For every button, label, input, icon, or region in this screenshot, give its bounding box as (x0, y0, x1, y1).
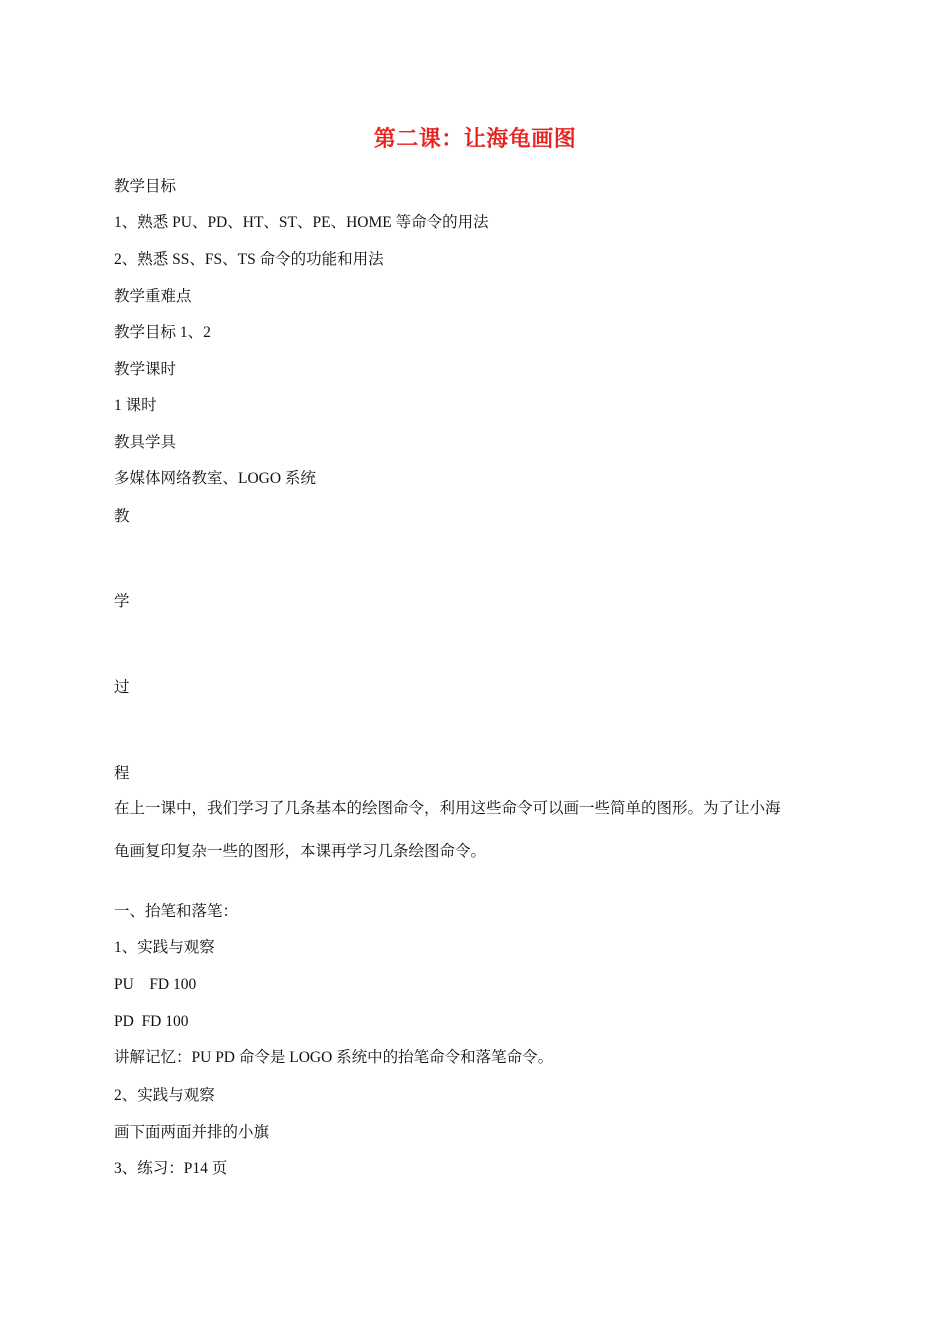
lesson-title: 第二课：让海龟画图 (373, 126, 577, 151)
goal-item-1: 1、熟悉 PU、PD、HT、ST、PE、HOME 等命令的用法 (114, 214, 489, 231)
practice-heading-1: 1、实践与观察 (114, 939, 215, 956)
heading-teaching-aids: 教具学具 (114, 434, 177, 451)
process-char-4: 程 (114, 765, 130, 782)
key-points-text: 教学目标 1、2 (114, 324, 211, 341)
process-char-2: 学 (114, 593, 130, 610)
explanation-text: 讲解记忆：PU PD 命令是 LOGO 系统中的抬笔命令和落笔命令。 (114, 1049, 554, 1066)
process-char-1: 教 (114, 508, 130, 525)
section-heading-pen: 一、抬笔和落笔： (114, 903, 239, 920)
practice-task-text: 画下面两面并排的小旗 (114, 1124, 270, 1141)
heading-key-points: 教学重难点 (114, 288, 192, 305)
practice-heading-2: 2、实践与观察 (114, 1087, 215, 1104)
class-hours-text: 1 课时 (114, 397, 157, 414)
intro-paragraph-line-2: 龟画复印复杂一些的图形，本课再学习几条绘图命令。 (114, 843, 487, 860)
process-char-3: 过 (114, 679, 130, 696)
intro-paragraph-line-1: 在上一课中，我们学习了几条基本的绘图命令，利用这些命令可以画一些简单的图形。为了让小海 (114, 800, 781, 817)
code-line-pu: PU FD 100 (114, 976, 197, 993)
heading-teaching-goals: 教学目标 (114, 178, 177, 195)
code-line-pd: PD FD 100 (114, 1013, 189, 1030)
teaching-aids-text: 多媒体网络教室、LOGO 系统 (114, 470, 316, 487)
goal-item-2: 2、熟悉 SS、FS、TS 命令的功能和用法 (114, 251, 384, 268)
exercise-text: 3、练习：P14 页 (114, 1160, 228, 1177)
heading-class-hours: 教学课时 (114, 361, 177, 378)
